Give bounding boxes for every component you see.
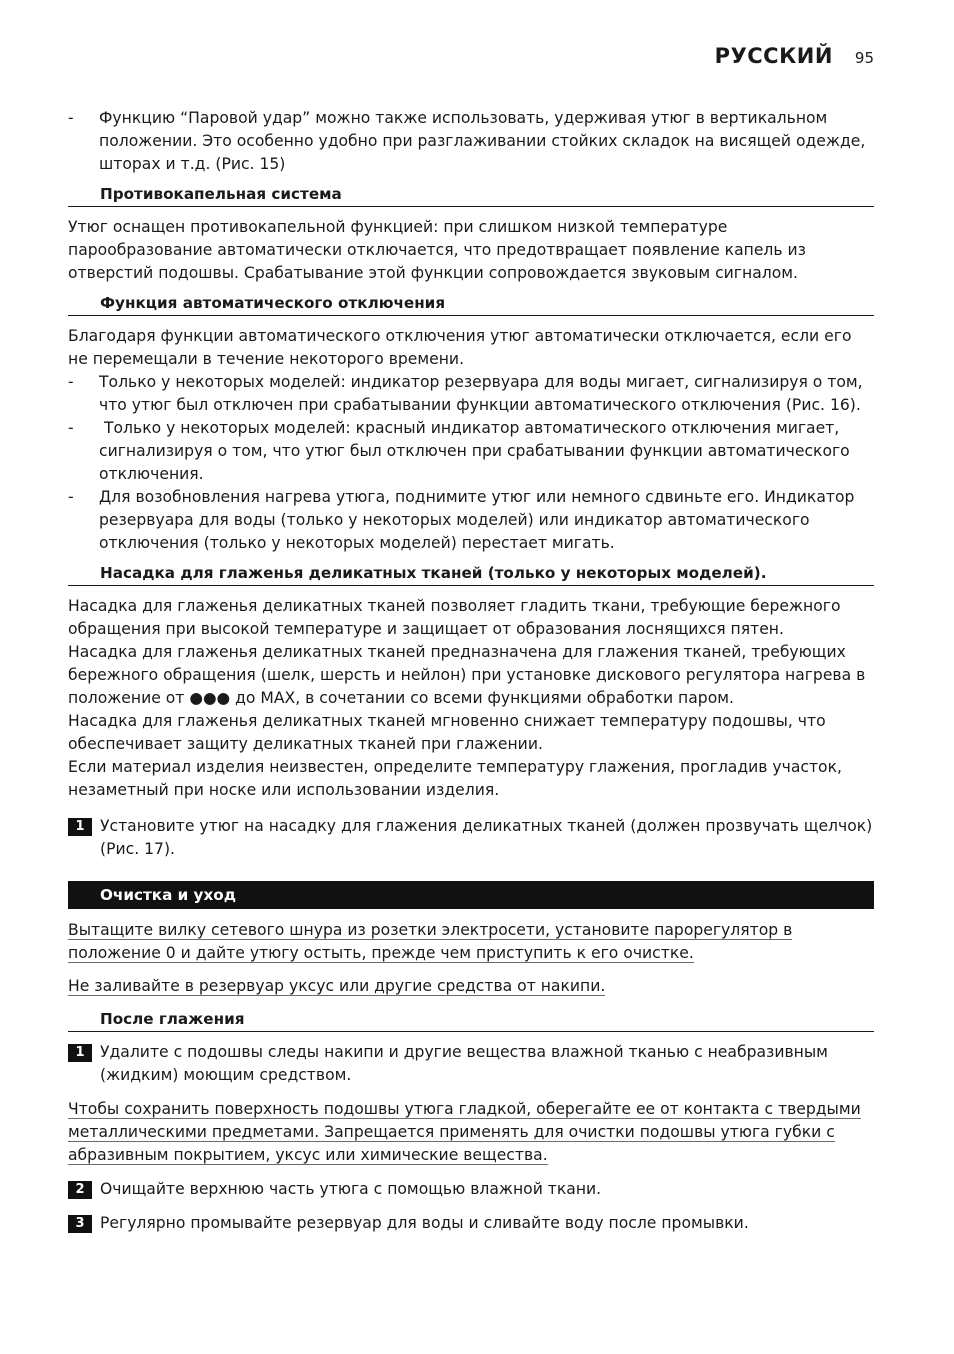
bullet-dash: - (68, 419, 74, 437)
list-item-text: Только у некоторых моделей: индикатор резервуара для воды мигает, сигнализируя о том, что утюг был отключен при срабатывании функции автоматического отключения (Рис. 16). (99, 373, 863, 414)
list-item-text: Функцию “Паровой удар” можно также использовать, удерживая утюг в вертикальном положении. Это особенно удобно при разглаживании стойких складок на висящей одежде, шторах и т.д. (Рис. 15) (99, 109, 866, 173)
caution-text-span: Чтобы сохранить поверхность подошвы утюга гладкой, оберегайте ее от контакта с твердыми металлическими предметами. Запрещается применять для очистки подошвы утюга губки с абразивным покрытием, уксус или химические вещества. (68, 1100, 861, 1164)
delicate-paragraph: Насадка для глаженья деликатных тканей мгновенно снижает температуру подошвы, что обеспечивает защиту деликатных тканей при глажении. (68, 712, 826, 753)
bullet-dash: - (68, 488, 74, 506)
warning-text-span: Не заливайте в резервуар уксус или другие средства от накипи. (68, 977, 606, 995)
step-text: Установите утюг на насадку для глажения деликатных тканей (должен прозвучать щелчок) (Рис. 17). (100, 817, 873, 858)
list-item-text: Только у некоторых моделей: красный индикатор автоматического отключения мигает, сигнализируя о том, что утюг был отключен при срабатывании функции автоматического отключения. (99, 419, 855, 483)
step-text: Удалите с подошвы следы накипи и другие вещества влажной тканью с неабразивным (жидким) моющим средством. (100, 1043, 828, 1084)
step-number-badge: 3 (68, 1215, 92, 1233)
cleaning-section-heading: Очистка и уход (68, 881, 874, 909)
warning-text-span: Вытащите вилку сетевого шнура из розетки электросети, установите парорегулятор в положение 0 и дайте утюгу остыть, прежде чем приступить к его очистке. (68, 921, 793, 962)
delicate-paragraph: Насадка для глаженья деликатных тканей предназначена для глажения тканей, требующих бережного обращения (шелк, шерсть и нейлон) при установке дискового регулятора нагрева в положение от ●●● до MAX, в сочетании со всеми функциями обработки паром. (68, 643, 866, 707)
step-item (68, 815, 874, 861)
step-text: Очищайте верхнюю часть утюга с помощью влажной ткани. (100, 1180, 602, 1198)
page-number: 95 (854, 49, 874, 67)
list-item (68, 417, 874, 486)
step-number-badge: 1 (68, 1044, 92, 1062)
delicate-heading: Насадка для глаженья деликатных тканей (только у некоторых моделей). (68, 562, 874, 586)
step-number-badge: 2 (68, 1181, 92, 1199)
language-title: РУССКИЙ (714, 44, 833, 68)
list-item (68, 371, 874, 417)
warning-text (68, 975, 874, 998)
auto-off-text: Благодаря функции автоматического отключения утюг автоматически отключается, если его не перемещали в течение некоторого времени. (68, 327, 852, 368)
delicate-paragraph: Если материал изделия неизвестен, определите температуру глажения, прогладив участок, незаметный при носке или использовании изделия. (68, 758, 842, 799)
auto-off-heading: Функция автоматического отключения (68, 292, 874, 316)
page-header (715, 44, 874, 68)
step-number-badge: 1 (68, 818, 92, 836)
list-item (68, 107, 874, 176)
warning-text (68, 919, 874, 965)
list-item-text: Для возобновления нагрева утюга, поднимите утюг или немного сдвиньте его. Индикатор резервуара для воды (только у некоторых моделей) или индикатор автоматического отключения (только у некоторых моделей) перестает мигать. (99, 488, 855, 552)
step-text: Регулярно промывайте резервуар для воды и сливайте воду после промывки. (100, 1214, 749, 1232)
anti-drip-text: Утюг оснащен противокапельной функцией: при слишком низкой температуре парообразование автоматически отключается, что предотвращает появление капель из отверстий подошвы. Срабатывание этой функции сопровождается звуковым сигналом. (68, 218, 806, 282)
bullet-dash: - (68, 373, 74, 391)
step-item (68, 1041, 874, 1087)
anti-drip-heading: Противокапельная система (68, 183, 874, 207)
caution-text (68, 1098, 874, 1167)
list-item (68, 486, 874, 555)
step-item (68, 1212, 874, 1235)
step-item (68, 1178, 874, 1201)
delicate-paragraph: Насадка для глаженья деликатных тканей позволяет гладить ткани, требующие бережного обращения при высокой температуре и защищает от образования лоснящихся пятен. (68, 597, 841, 638)
bullet-dash: - (68, 109, 74, 127)
after-ironing-heading: После глажения (68, 1008, 874, 1032)
page-content (68, 107, 874, 1235)
